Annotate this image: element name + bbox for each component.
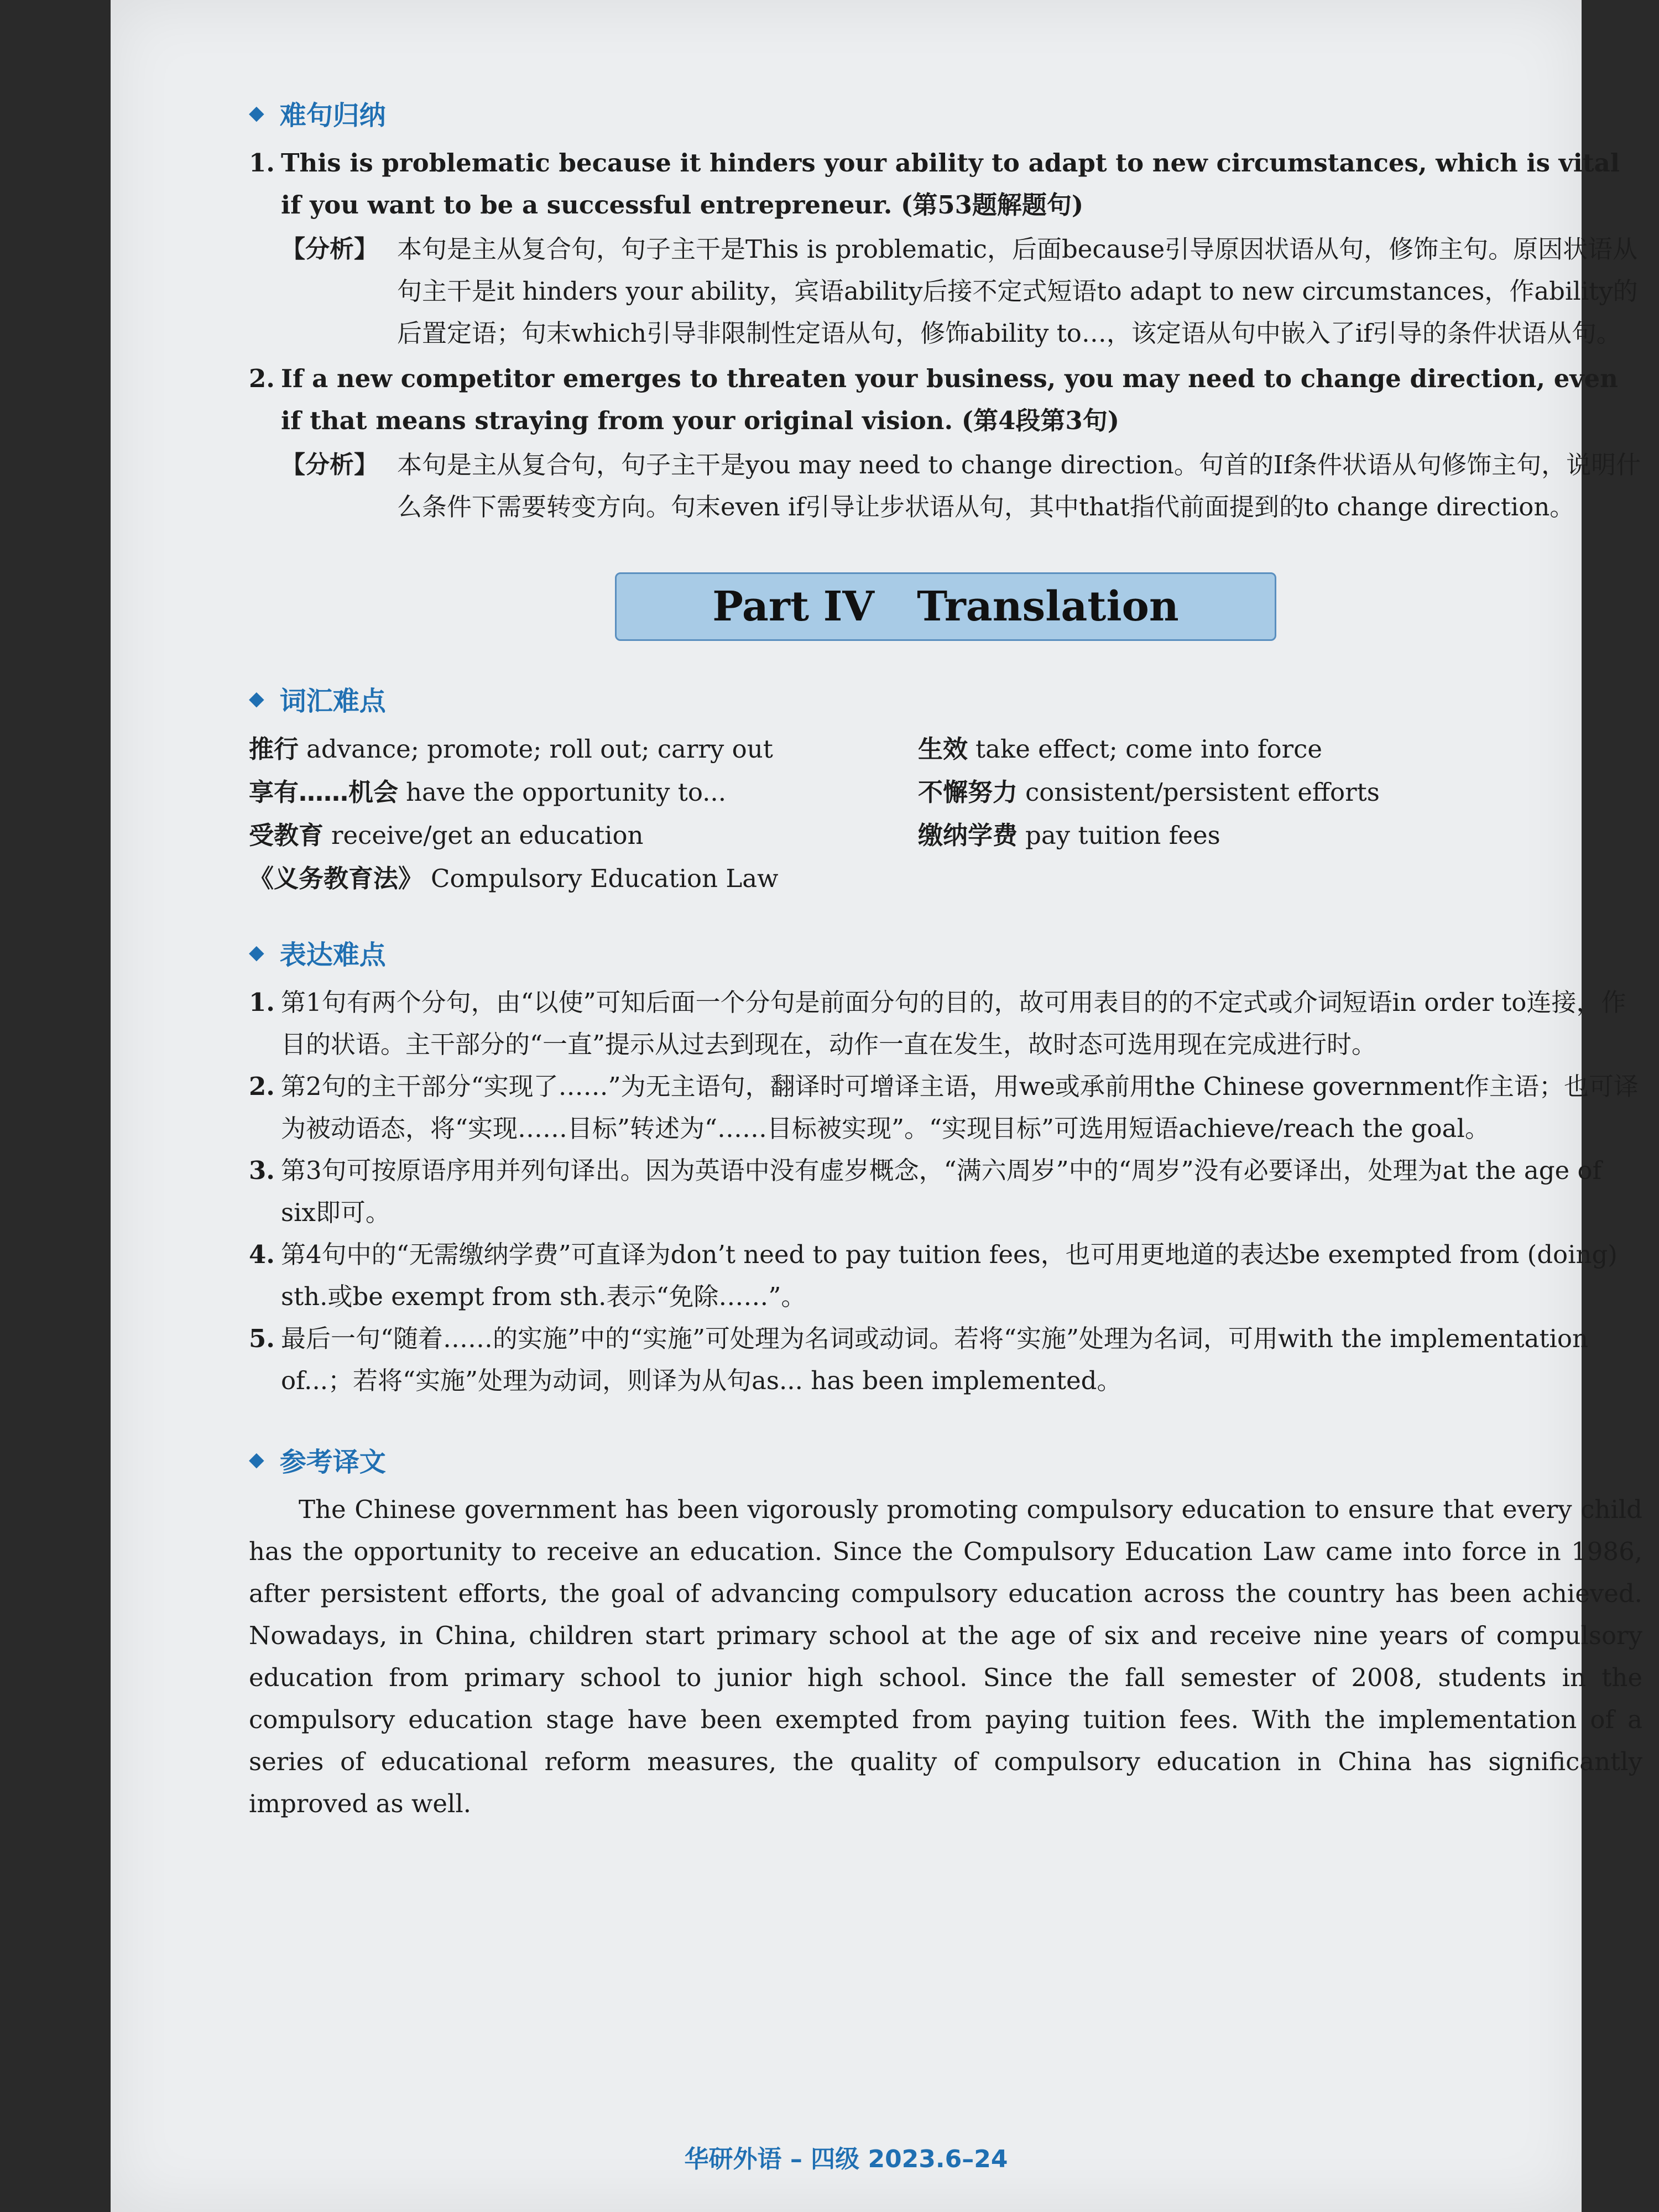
sentence-text: If a new competitor emerges to threaten your business, you may need to change direction, even if that means straying from your original vision. (第4段第3句) [281,364,1618,435]
vocab-en: advance; promote; roll out; carry out [306,734,773,764]
list-item [249,1318,1642,1402]
item-text: 第3句可按原语序用并列句译出。因为英语中没有虚岁概念，“满六周岁”中的“周岁”没有必要译出，处理为at the age of six即可。 [281,1156,1602,1227]
section-heading-vocabulary [249,680,1642,718]
page-footer: 华研外语 – 四级 2023.6–24 [684,2145,1008,2173]
section-heading-reference [249,1441,1642,1479]
vocab-zh: 缴纳学费 [918,821,1018,850]
vocab-en: take effect; come into force [975,734,1322,764]
vocab-item [918,771,1637,814]
sentence-text: This is problematic because it hinders your ability to adapt to new circumstances, which is vital if you want to be a successful entrepreneur. (第53题解题句) [281,148,1620,220]
analysis-text: 本句是主从复合句，句子主干是you may need to change direction。句首的If条件状语从句修饰主句，说明什么条件下需要转变方向。句末even if引导让步状语从句，其中that指代前面提到的to change direction。 [397,450,1641,521]
diamond-icon: ◆ [249,102,264,124]
analysis-text: 本句是主从复合句，句子主干是This is problematic，后面because引导原因状语从句，修饰主句。原因状语从句主干是it hinders your ability，宾语ability后接不定式短语to adapt to new circumstances，作ability的后置定语；句末which引导非限制性定语从句，修饰ability to…，该定语从句中嵌入了if引导的条件状语从句。 [397,234,1638,348]
expression-list [249,982,1642,1402]
vocab-en: pay tuition fees [1025,821,1220,850]
vocab-zh: 生效 [918,734,968,764]
vocab-zh: 享有……机会 [249,778,399,807]
list-item [249,1150,1642,1234]
item-number: 2. [249,364,275,393]
analysis-tag: 【分析】 [281,235,378,263]
vocab-zh: 不懈努力 [918,778,1018,807]
list-item [249,1066,1642,1150]
part-title-banner [615,572,1276,641]
vocab-zh: 受教育 [249,821,324,850]
vocab-en: Compulsory Education Law [431,864,779,893]
page [111,0,1642,2212]
item-number: 4. [249,1240,275,1269]
reference-translation [249,1489,1642,1825]
heading-label: 参考译文 [279,1447,386,1478]
diamond-icon: ◆ [249,941,264,964]
vocab-item [918,728,1637,771]
item-number: 5. [249,1324,275,1353]
heading-label: 难句归纳 [279,100,386,131]
diamond-icon: ◆ [249,1448,264,1471]
analysis-block [281,228,1642,354]
vocab-zh: 《义务教育法》 [249,864,424,893]
vocab-zh: 推行 [249,734,299,764]
vocab-en: receive/get an education [331,821,644,850]
item-text: 第2句的主干部分“实现了……”为无主语句，翻译时可增译主语，用we或承前用the Chinese government作主语；也可译为被动语态，将“实现……目标”转述为“……目标被实现”。“实现目标”可选用短语achieve/reach the goal。 [281,1072,1639,1143]
section-heading-expression [249,933,1642,972]
item-text: 最后一句“随着……的实施”中的“实施”可处理为名词或动词。若将“实施”处理为名词，可用with the implementation of...；若将“实施”处理为动词，则译为从句as... has been implemented。 [281,1324,1588,1395]
sentence-item-1 [249,142,1642,354]
page-content [249,94,1642,1825]
item-number: 1. [249,988,275,1017]
analysis-block [281,444,1642,528]
vocab-item [249,814,918,857]
heading-label: 词汇难点 [279,686,386,717]
heading-label: 表达难点 [279,940,386,971]
list-item [249,982,1642,1066]
vocab-item [249,771,918,814]
list-item [249,1234,1642,1318]
item-text: 第1句有两个分句，由“以使”可知后面一个分句是前面分句的目的，故可用表目的的不定式或介词短语in order to连接，作目的状语。主干部分的“一直”提示从过去到现在，动作一直在发生，故时态可选用现在完成进行时。 [281,988,1626,1059]
reference-paragraph: The Chinese government has been vigorously promoting compulsory education to ensure that every child has the opportunity to receive an education. Since the Compulsory Education Law came into force in 1986, after persistent efforts, the goal of advancing compulsory education across the country has been achieved. Nowadays, in China, children start primary school at the age of six and receive nine years of compulsory education from primary school to junior high school. Since the fall semester of 2008, students in the compulsory education stage have been exempted from paying tuition fees. With the implementation of a series of educational reform measures, the quality of compulsory education in China has significantly improved as well. [249,1495,1642,1818]
item-number: 2. [249,1072,275,1101]
diamond-icon: ◆ [249,687,264,710]
vocab-item [249,857,918,900]
item-number: 1. [249,148,275,178]
vocab-en: have the opportunity to... [406,778,727,807]
item-number: 3. [249,1156,275,1185]
vocabulary-list [249,728,1642,900]
item-text: 第4句中的“无需缴纳学费”可直译为don’t need to pay tuition fees，也可用更地道的表达be exempted from (doing) sth.或be exempt from sth.表示“免除……”。 [281,1240,1618,1311]
vocab-item [249,728,918,771]
analysis-tag: 【分析】 [281,451,378,479]
part-title: Part IV Translation [712,583,1179,630]
vocab-en: consistent/persistent efforts [1025,778,1380,807]
section-heading-difficult-sentences [249,94,1642,132]
sentence-item-2 [249,358,1642,528]
vocab-item [918,814,1637,857]
